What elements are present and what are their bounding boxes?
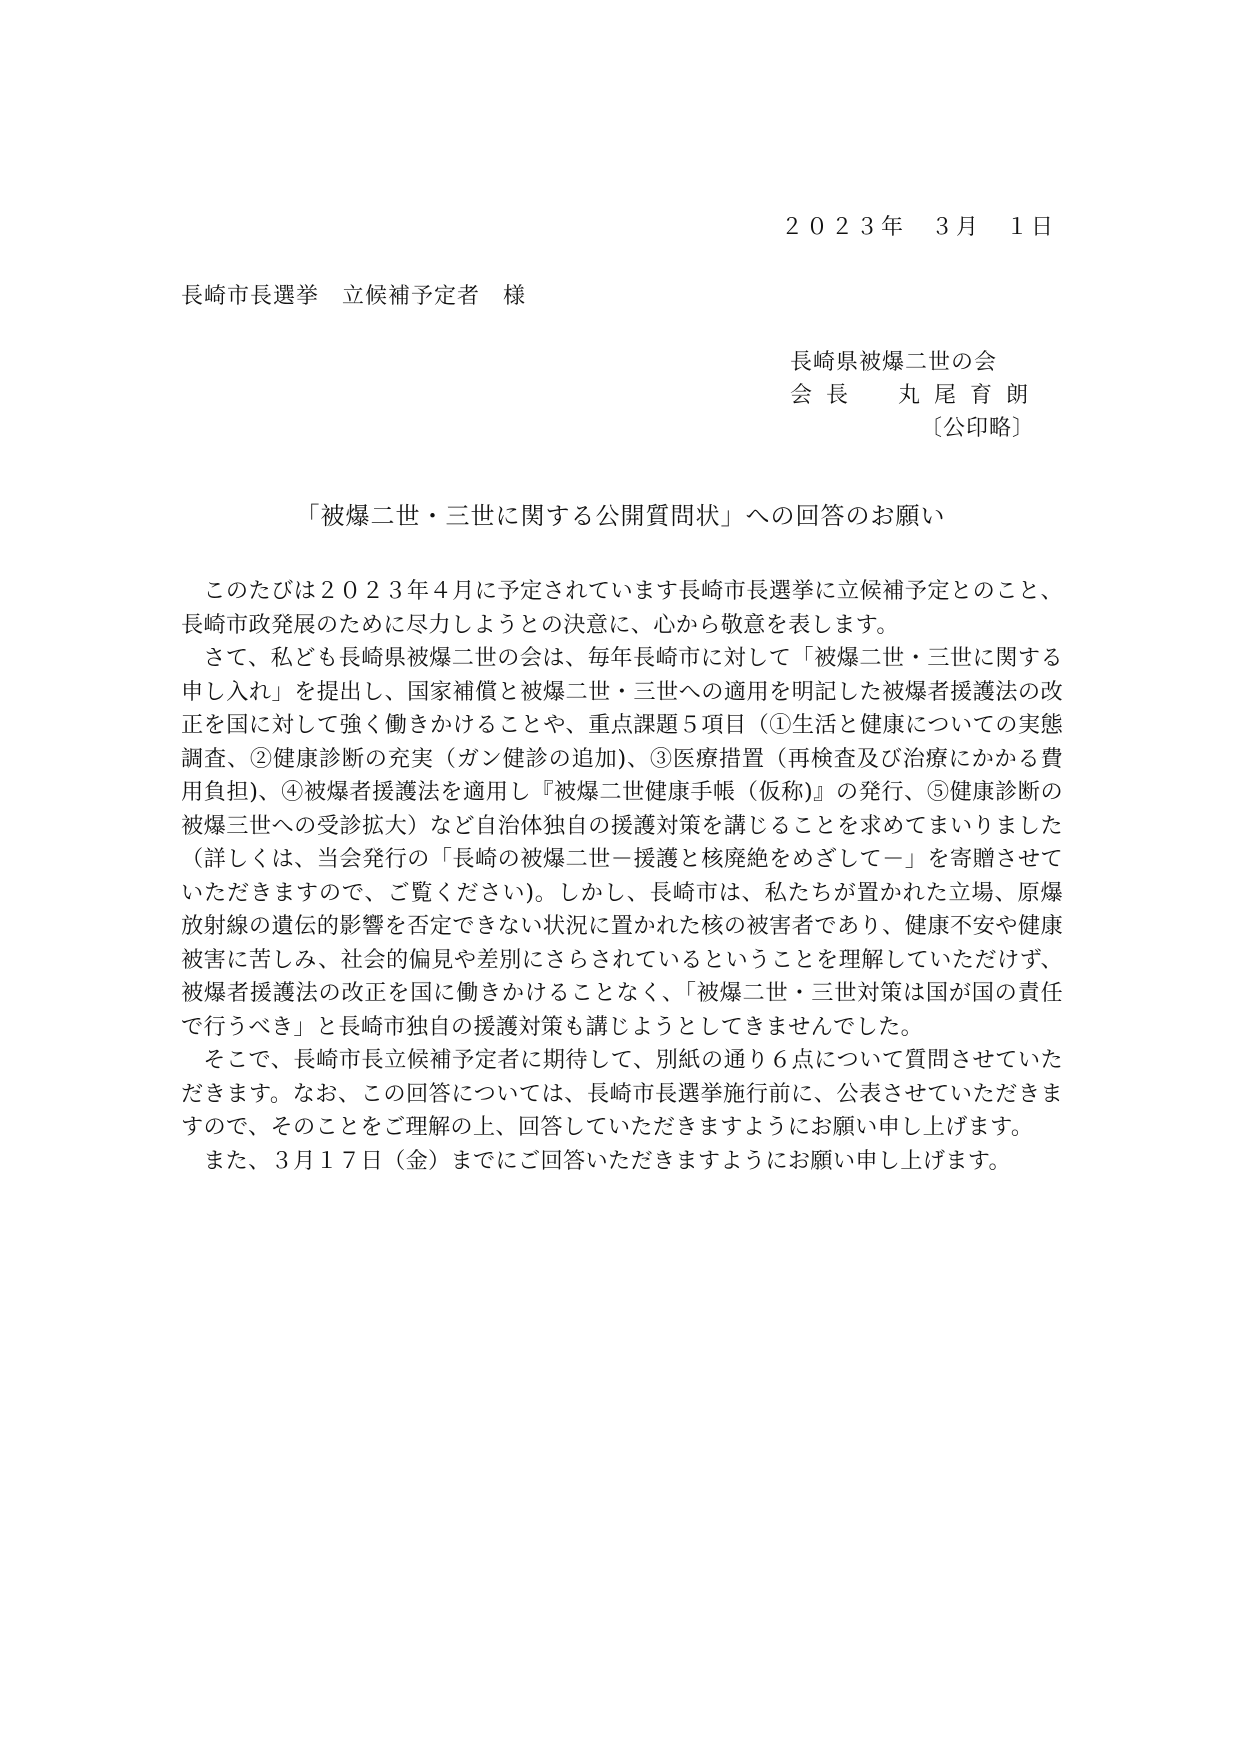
addressee: 長崎市長選挙 立候補予定者 様 (181, 284, 527, 309)
body-paragraph: さて、私ども長崎県被爆二世の会は、毎年長崎市に対して「被爆二世・三世に関する申し入れ」を提出し、国家補償と被爆二世・三世への適用を明記した被爆者援護法の改正を国に対して強く働きかけることや、重点課題５項目（①生活と健康についての実態調査、②健康診断の充実（ガン健診の追加)、③医療措置（再検査及び治療にかかる費用負担)、④被爆者援護法を適用し『被爆二世健康手帳（仮称)』の発行、⑤健康診断の被爆三世への受診拡大）など自治体独自の援護対策を講じることを求めてまいりました（詳しくは、当会発行の「長崎の被爆二世－援護と核廃絶をめざして－」を寄贈させていただきますので、ご覧ください)。しかし、長崎市は、私たちが置かれた立場、原爆放射線の遺伝的影響を否定できない状況に置かれた核の被害者であり、健康不安や健康被害に苦しみ、社会的偏見や差別にさらされているということを理解していただけず、被爆者援護法の改正を国に働きかけることなく、「被爆二世・三世対策は国が国の責任で行うべき」と長崎市独自の援護対策も講じようとしてきませんでした。 (181, 645, 1063, 1040)
body-paragraph: このたびは２０２３年４月に予定されています長崎市長選挙に立候補予定とのこと、長崎市政発展のために尽力しようとの決意に、心から敬意を表します。 (181, 578, 1063, 638)
body-paragraph: また、３月１７日（金）までにご回答いただきますようにお願い申し上げます。 (203, 1147, 1011, 1174)
sender-block (790, 346, 1060, 445)
letter-date: ２０２３年 ３月 １日 (780, 215, 1056, 240)
body-paragraph: そこで、長崎市長立候補予定者に期待して、別紙の通り６点について質問させていただきます。なお、この回答については、長崎市長選挙施行前に、公表させていただきますので、そのことをご理解の上、回答していただきますようにお願い申し上げます。 (181, 1047, 1063, 1140)
sender-role-name: 会長 丸尾育朗 (790, 383, 1043, 408)
letter-subject: 「被爆二世・三世に関する公開質問状」への回答のお願い (295, 502, 946, 530)
seal-note: 〔公印略〕 (919, 416, 1035, 441)
sender-organization: 長崎県被爆二世の会 (790, 350, 998, 375)
letter-body (181, 575, 1063, 1178)
